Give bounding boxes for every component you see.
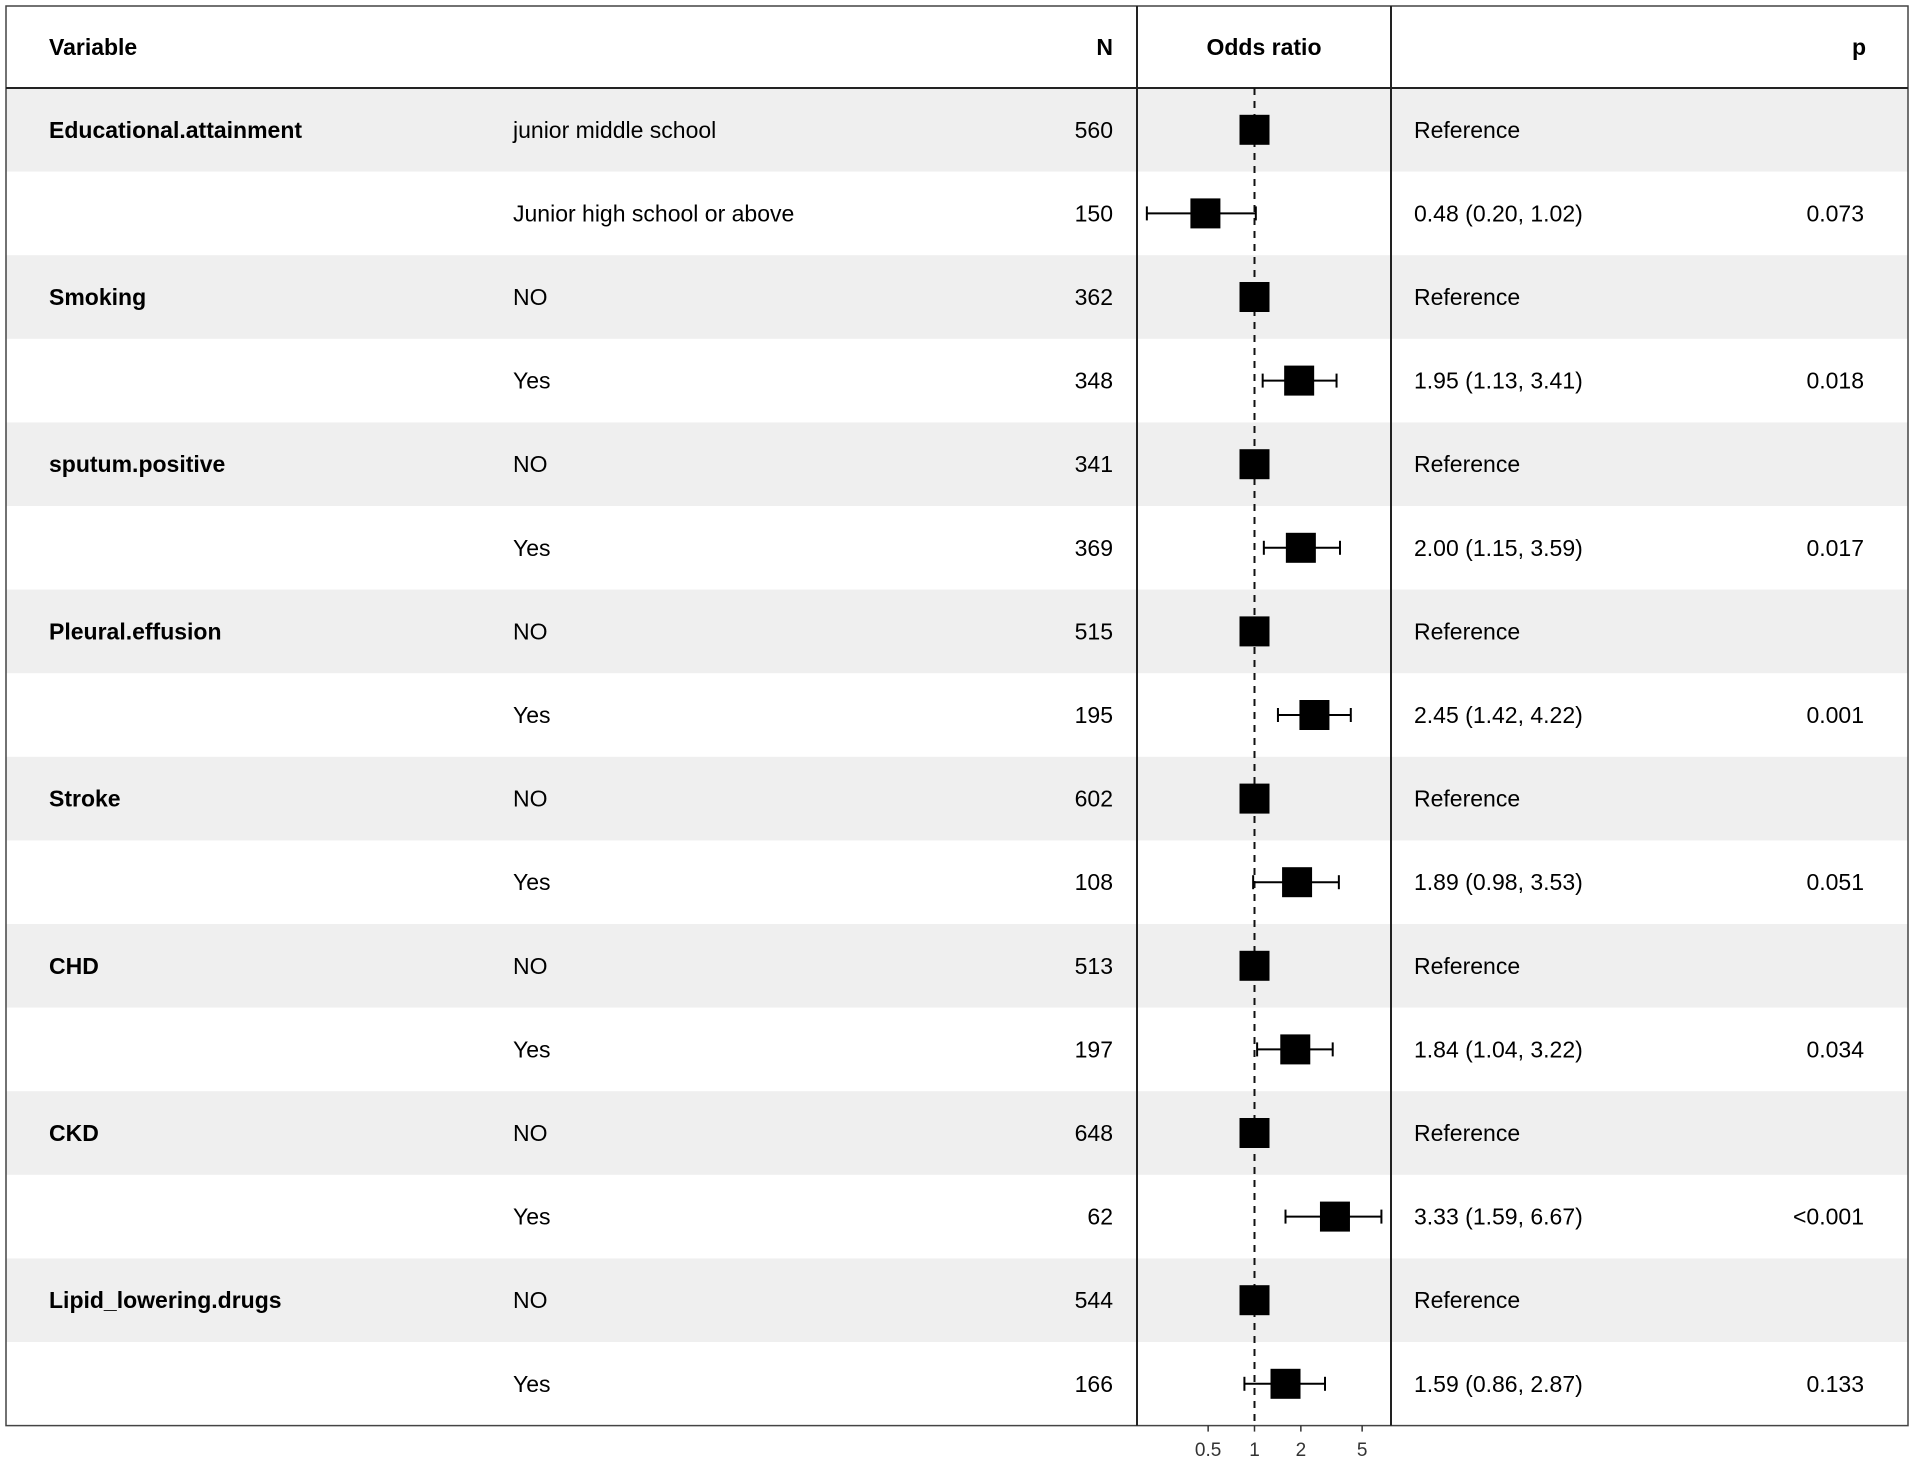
table-frame	[6, 6, 1908, 1426]
level-label: Yes	[513, 869, 551, 896]
variable-label: sputum.positive	[49, 451, 226, 478]
odds-ratio-marker	[1299, 700, 1329, 730]
p-value: 0.051	[1806, 869, 1864, 896]
reference-marker	[1240, 951, 1270, 981]
header-variable: Variable	[49, 34, 138, 60]
row-stripe	[6, 422, 1908, 506]
x-tick-label: 0.5	[1194, 1440, 1222, 1457]
reference-marker	[1240, 1118, 1270, 1148]
variable-label: Pleural.effusion	[49, 618, 222, 645]
level-label: NO	[513, 451, 548, 478]
level-label: NO	[513, 952, 548, 979]
header-odds-ratio: Odds ratio	[1206, 34, 1322, 60]
header-n: N	[1096, 34, 1113, 60]
n-value: 515	[1074, 618, 1113, 645]
level-label: junior middle school	[513, 116, 717, 143]
variable-label: Lipid_lowering.drugs	[49, 1287, 282, 1314]
reference-marker	[1240, 1285, 1270, 1315]
estimate-text: Reference	[1414, 1287, 1521, 1314]
n-value: 560	[1074, 116, 1113, 143]
p-value: 0.018	[1806, 367, 1864, 394]
n-value: 602	[1074, 785, 1113, 812]
n-value: 197	[1074, 1036, 1113, 1063]
header-p: p	[1851, 34, 1866, 60]
n-value: 369	[1074, 534, 1113, 561]
p-value: 0.034	[1806, 1036, 1864, 1063]
estimate-text: Reference	[1414, 116, 1521, 143]
variable-label: Smoking	[49, 284, 147, 310]
level-label: Yes	[513, 702, 551, 728]
level-label: Yes	[513, 1203, 551, 1230]
estimate-text: Reference	[1414, 618, 1521, 645]
level-label: NO	[513, 1120, 548, 1146]
p-value: 0.073	[1806, 200, 1864, 227]
n-value: 513	[1074, 952, 1113, 979]
row-stripe	[6, 590, 1908, 674]
reference-marker	[1240, 616, 1270, 646]
estimate-text: Reference	[1414, 451, 1521, 478]
row-stripe	[6, 1258, 1908, 1342]
x-tick-label: 1	[1249, 1440, 1260, 1457]
variable-label: CHD	[49, 952, 99, 979]
estimate-text: 1.59 (0.86, 2.87)	[1414, 1370, 1583, 1397]
p-value: 0.017	[1806, 534, 1864, 561]
level-label: Yes	[513, 367, 551, 394]
level-label: Yes	[513, 1370, 551, 1397]
odds-ratio-marker	[1286, 533, 1316, 563]
p-value: 0.001	[1806, 702, 1864, 728]
row-stripe	[6, 757, 1908, 841]
n-value: 362	[1074, 284, 1113, 310]
reference-marker	[1240, 115, 1270, 145]
odds-ratio-marker	[1282, 867, 1312, 897]
level-label: NO	[513, 785, 548, 812]
variable-label: CKD	[49, 1120, 99, 1146]
row-stripe	[6, 924, 1908, 1008]
row-stripe	[6, 255, 1908, 339]
x-tick-label: 5	[1356, 1440, 1368, 1457]
n-value: 150	[1074, 200, 1113, 227]
level-label: Junior high school or above	[513, 200, 795, 227]
odds-ratio-marker	[1320, 1202, 1350, 1232]
odds-ratio-marker	[1284, 366, 1314, 396]
level-label: NO	[513, 284, 548, 310]
variable-label: Stroke	[49, 785, 121, 812]
odds-ratio-marker	[1190, 198, 1220, 228]
estimate-text: Reference	[1414, 952, 1521, 979]
estimate-text: 1.89 (0.98, 3.53)	[1414, 869, 1583, 896]
reference-marker	[1240, 282, 1270, 312]
estimate-text: 1.84 (1.04, 3.22)	[1414, 1036, 1583, 1063]
n-value: 544	[1074, 1287, 1113, 1314]
n-value: 195	[1074, 702, 1113, 728]
n-value: 166	[1074, 1370, 1113, 1397]
level-label: Yes	[513, 1036, 551, 1063]
n-value: 348	[1074, 367, 1113, 394]
estimate-text: 1.95 (1.13, 3.41)	[1414, 367, 1583, 394]
row-stripe	[6, 1091, 1908, 1175]
odds-ratio-marker	[1271, 1369, 1301, 1399]
level-label: NO	[513, 1287, 548, 1314]
reference-marker	[1240, 784, 1270, 814]
n-value: 62	[1087, 1203, 1113, 1230]
estimate-text: 2.45 (1.42, 4.22)	[1414, 702, 1583, 728]
p-value: 0.133	[1806, 1370, 1864, 1397]
estimate-text: 0.48 (0.20, 1.02)	[1414, 200, 1583, 227]
estimate-text: 2.00 (1.15, 3.59)	[1414, 534, 1583, 561]
variable-label: Educational.attainment	[49, 116, 303, 143]
n-value: 341	[1074, 451, 1113, 478]
reference-marker	[1240, 449, 1270, 479]
n-value: 648	[1074, 1120, 1113, 1146]
level-label: Yes	[513, 534, 551, 561]
x-tick-label: 2	[1295, 1440, 1307, 1457]
p-value: <0.001	[1793, 1203, 1864, 1230]
estimate-text: Reference	[1414, 785, 1521, 812]
n-value: 108	[1074, 869, 1113, 896]
odds-ratio-marker	[1280, 1034, 1310, 1064]
level-label: NO	[513, 618, 548, 645]
estimate-text: Reference	[1414, 1120, 1521, 1146]
estimate-text: Reference	[1414, 284, 1521, 310]
estimate-text: 3.33 (1.59, 6.67)	[1414, 1203, 1583, 1230]
